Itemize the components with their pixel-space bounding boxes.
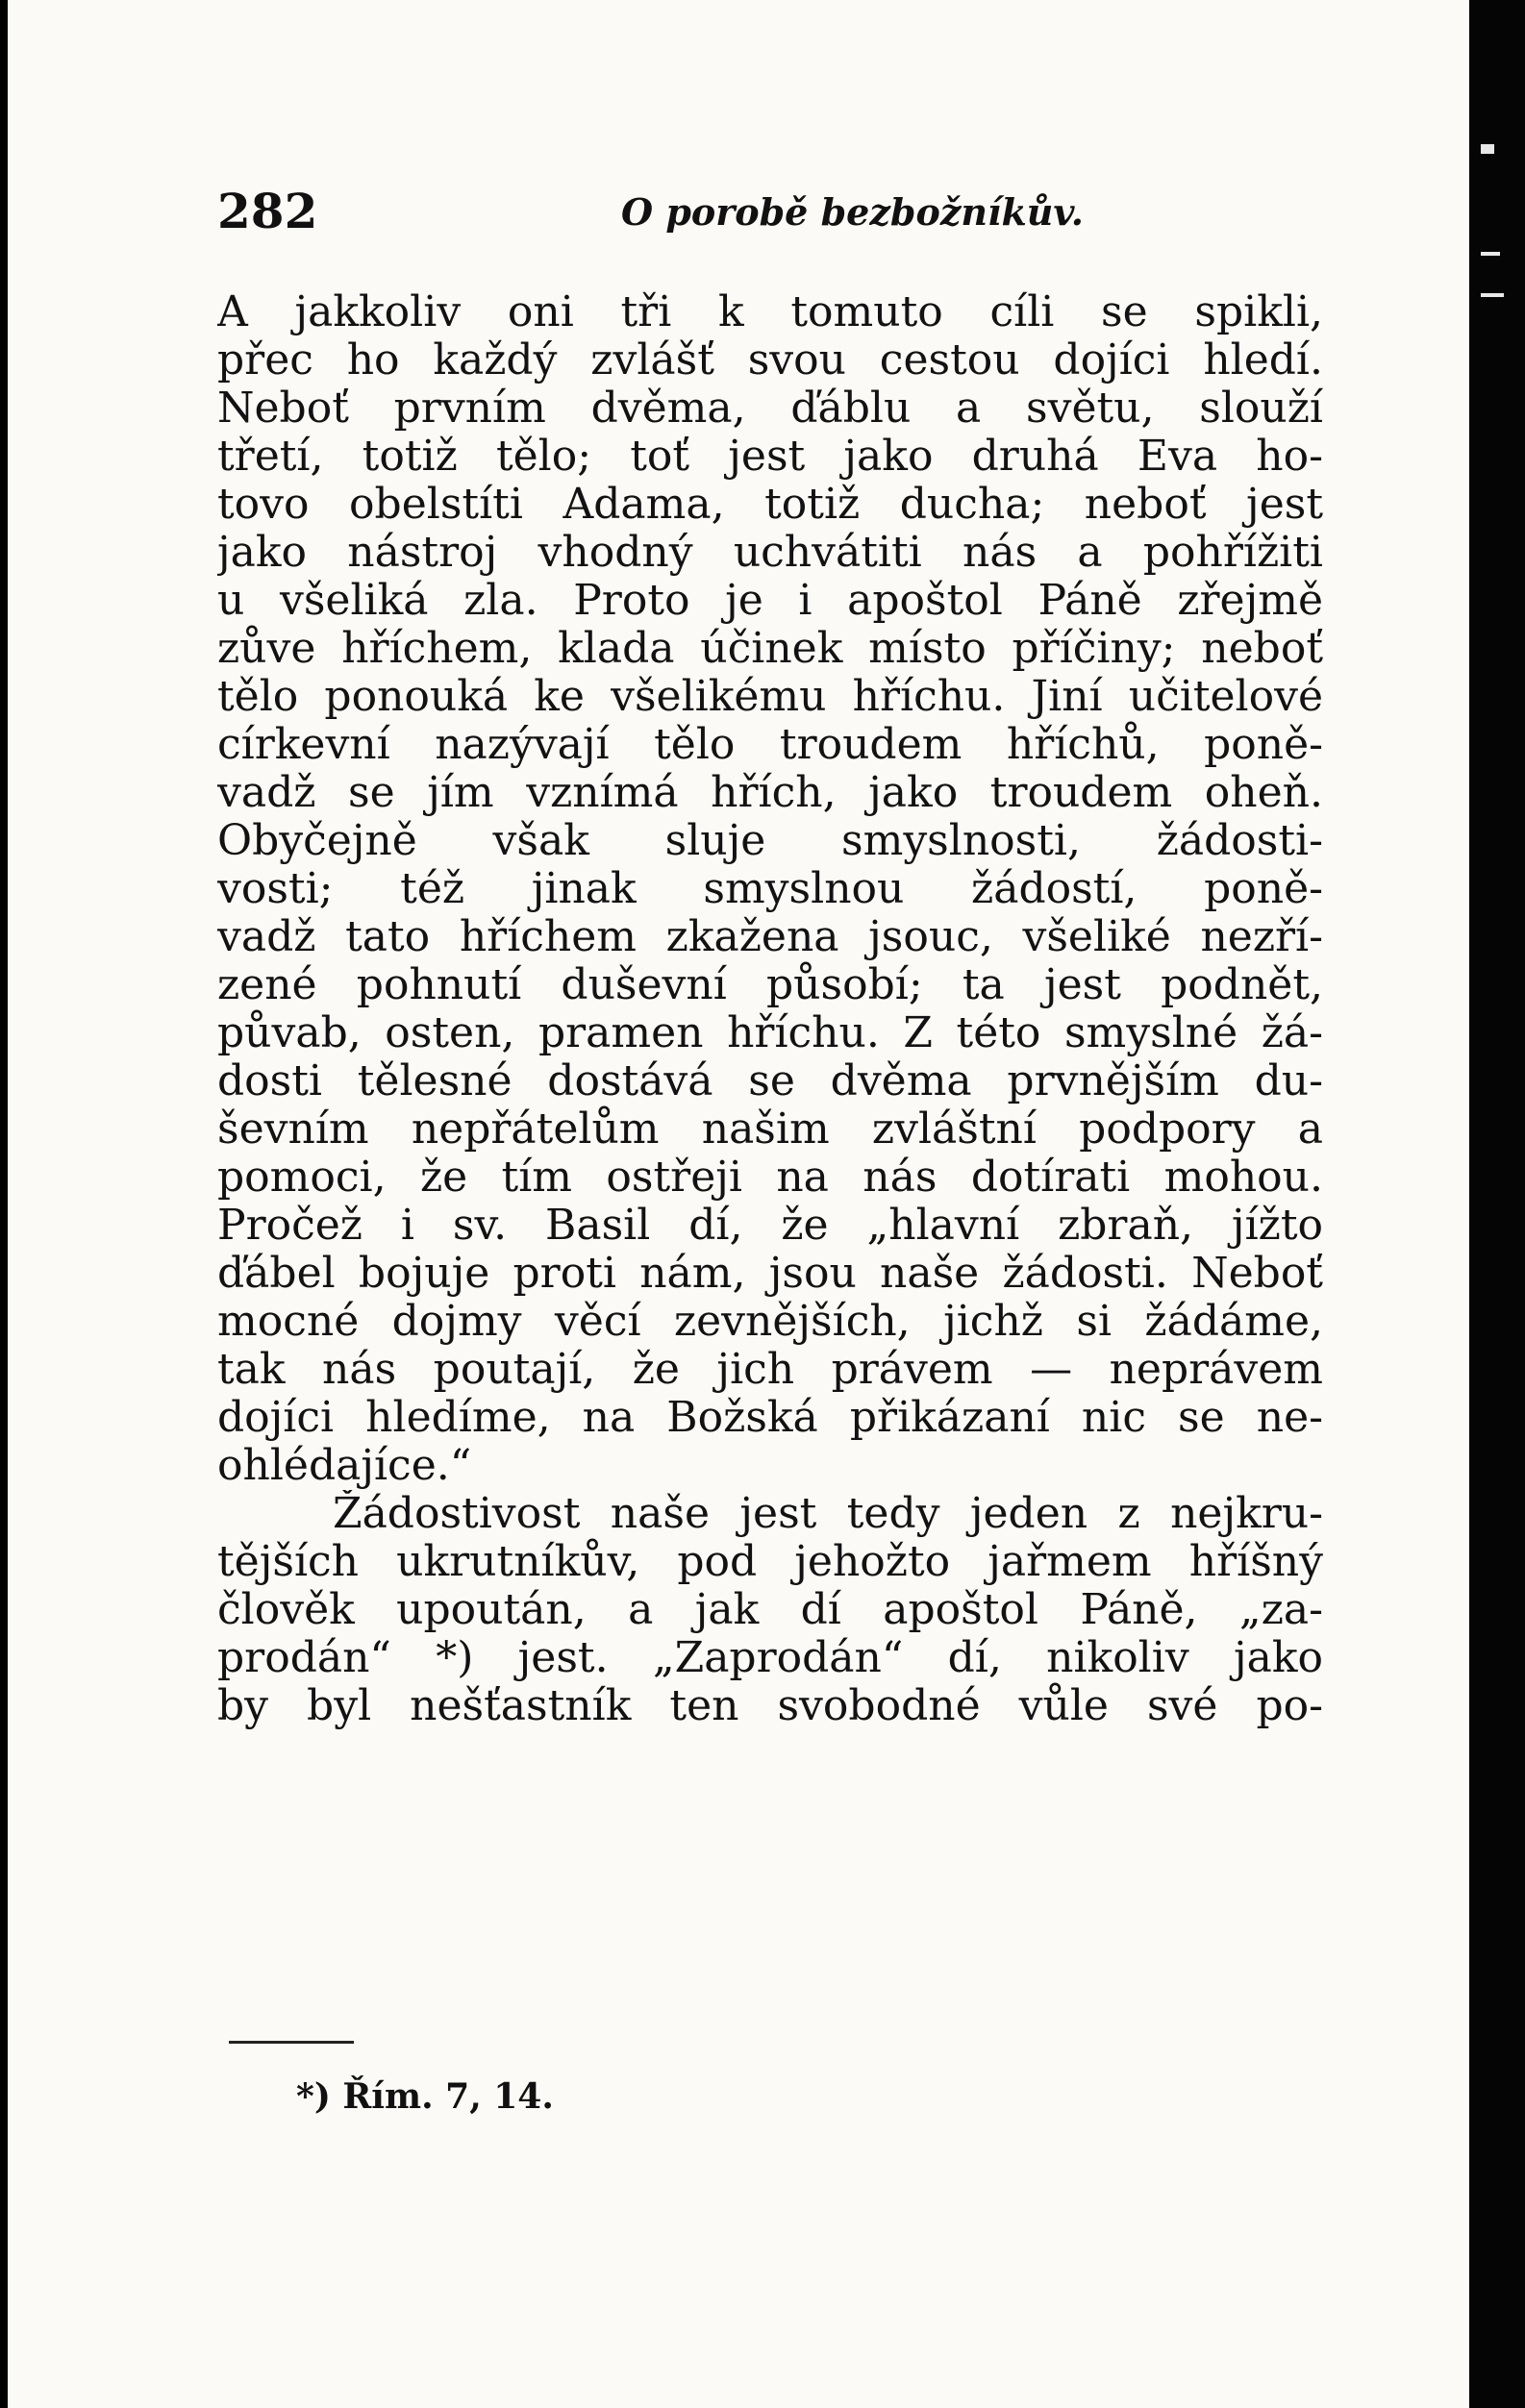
text-line: vadž tato hříchem zkažena jsouc, všeliké nezří- xyxy=(217,913,1323,961)
text-line: Žádostivost naše jest tedy jeden z nejkru- xyxy=(333,1490,1323,1538)
text-line: mocné dojmy věcí zevnějších, jichž si žádáme, xyxy=(217,1298,1323,1346)
text-line: by byl nešťastník ten svobodné vůle své po- xyxy=(217,1682,1323,1730)
text-line: prodán“ *) jest. „Zaprodán“ dí, nikoliv jako xyxy=(217,1634,1323,1682)
text-line: pomoci, že tím ostřeji na nás dotírati mohou. xyxy=(217,1154,1323,1202)
text-line: A jakkoliv oni tři k tomuto cíli se spikli, xyxy=(217,288,1323,336)
text-line: zůve hříchem, klada účinek místo příčiny; neboť xyxy=(217,625,1323,673)
text-line: církevní nazývají tělo troudem hříchů, poně- xyxy=(217,721,1323,769)
scan-artifact xyxy=(1481,144,1494,154)
text-line: vadž se jím vznímá hřích, jako troudem oheň. xyxy=(217,769,1323,817)
scan-edge xyxy=(1469,0,1525,2408)
footnote: *) Řím. 7, 14. xyxy=(296,2076,554,2117)
text-line: dojíci hledíme, na Božská přikázaní nic se ne- xyxy=(217,1394,1323,1442)
scan-artifact xyxy=(1481,252,1500,256)
text-line: člověk upoután, a jak dí apoštol Páně, „za- xyxy=(217,1586,1323,1634)
text-line: půvab, osten, pramen hříchu. Z této smyslné žá- xyxy=(217,1009,1323,1057)
text-line: ševním nepřátelům našim zvláštní podpory a xyxy=(217,1105,1323,1154)
text-line: třetí, totiž tělo; toť jest jako druhá Eva ho- xyxy=(217,433,1323,481)
text-line: tovo obelstíti Adama, totiž ducha; neboť jest xyxy=(217,481,1323,529)
text-line: jako nástroj vhodný uchvátiti nás a pohřížiti xyxy=(217,529,1323,577)
running-title: O porobě bezbožníkův. xyxy=(621,190,1084,234)
text-line: zené pohnutí duševní působí; ta jest podnět, xyxy=(217,961,1323,1009)
text-line: Obyčejně však sluje smyslnosti, žádosti- xyxy=(217,817,1323,865)
text-line: tějších ukrutníkův, pod jehožto jařmem hříšný xyxy=(217,1538,1323,1586)
scan-artifact xyxy=(1481,293,1504,297)
footnote-rule xyxy=(229,2041,354,2044)
body-text xyxy=(217,288,1323,1730)
page-header xyxy=(217,183,1323,240)
text-line: přec ho každý zvlášť svou cestou dojíci hledí. xyxy=(217,336,1323,385)
text-line: ďábel bojuje proti nám, jsou naše žádosti. Neboť xyxy=(217,1250,1323,1298)
text-line: tak nás poutají, že jich právem — neprávem xyxy=(217,1346,1323,1394)
text-line: Pročež i sv. Basil dí, že „hlavní zbraň, jížto xyxy=(217,1202,1323,1250)
text-line: vosti; též jinak smyslnou žádostí, poně- xyxy=(217,865,1323,913)
text-line: dosti tělesné dostává se dvěma prvnějším du- xyxy=(217,1057,1323,1105)
text-line: ohlédajíce.“ xyxy=(217,1442,472,1490)
book-page xyxy=(8,0,1469,2408)
text-line: Neboť prvním dvěma, ďáblu a světu, slouží xyxy=(217,385,1323,433)
text-line: tělo ponouká ke všelikému hříchu. Jiní učitelové xyxy=(217,673,1323,721)
text-line: u všeliká zla. Proto je i apoštol Páně zřejmě xyxy=(217,577,1323,625)
page-number: 282 xyxy=(217,183,318,239)
